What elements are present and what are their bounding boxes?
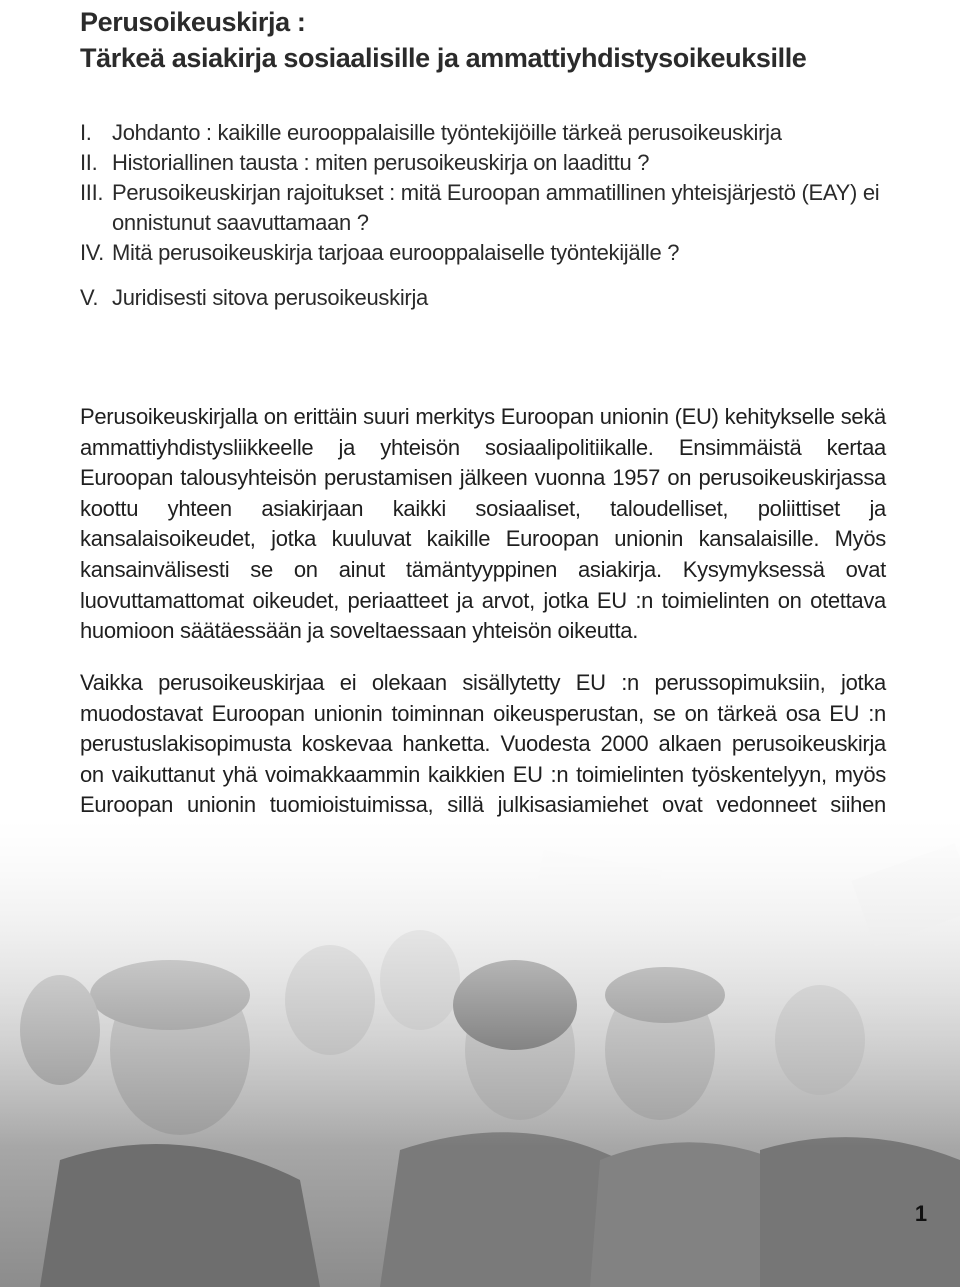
toc-item-text: Juridisesti sitova perusoikeuskirja bbox=[112, 285, 428, 310]
body-paragraph: Perusoikeuskirjalla on erittäin suuri merkitys Euroopan unionin (EU) kehitykselle sekä ammattiyhdistysliikkeelle ja yhteisön sosiaalipolitiikalle. Ensimmäistä kertaa Euroopan talousyhteisön perustamisen jälkeen vuonna 1957 on perusoikeuskirjassa koottu yhteen asiakirjaan kaikki sosiaaliset, taloudelliset, poliittiset ja kansalaisoikeudet, jotka kuuluvat kaikille Euroopan unionin kansalaisille. Myös kansainvälisesti se on ainut tämäntyyppinen asiakirja. Kysymyksessä ovat luovuttamattomat oikeudet, periaatteet ja arvot, jotka EU :n toimielinten on otettava huomioon säätäessään ja soveltaessaan yhteisön oikeutta. bbox=[80, 404, 886, 644]
toc-item bbox=[80, 118, 880, 148]
toc-item bbox=[80, 178, 880, 238]
toc-item-text: Johdanto : kaikille eurooppalaisille työntekijöille tärkeä perusoikeuskirja bbox=[112, 120, 782, 145]
title-line-1: Perusoikeuskirja : bbox=[80, 7, 306, 37]
toc-item-number: II. bbox=[80, 150, 98, 175]
toc-item bbox=[80, 148, 880, 178]
toc-item-text: Perusoikeuskirjan rajoitukset : mitä Euroopan ammatillinen yhteisjärjestö (EAY) ei onnistunut saavuttamaan ? bbox=[112, 180, 880, 235]
toc-item-number: I. bbox=[80, 120, 92, 145]
crowd-photo bbox=[0, 820, 960, 1287]
toc-item-number: III. bbox=[80, 180, 104, 205]
toc-item-number: V. bbox=[80, 285, 99, 310]
toc-item-number: IV. bbox=[80, 240, 104, 265]
page-title bbox=[80, 4, 900, 76]
page-number: 1 bbox=[914, 1201, 928, 1226]
toc-item bbox=[80, 238, 880, 268]
title-line-2: Tärkeä asiakirja sosiaalisille ja ammattiyhdistysoikeuksille bbox=[80, 43, 807, 73]
toc-item bbox=[80, 283, 880, 313]
toc-item-text: Mitä perusoikeuskirja tarjoaa eurooppalaiselle työntekijälle ? bbox=[112, 240, 680, 265]
toc-item-text: Historiallinen tausta : miten perusoikeuskirja on laadittu ? bbox=[112, 150, 650, 175]
table-of-contents bbox=[80, 118, 880, 313]
body-paragraph: Vaikka perusoikeuskirjaa ei olekaan sisällytetty EU :n perussopimuksiin, jotka muodostavat Euroopan unionin toiminnan oikeusperustan, se on tärkeä osa EU :n perustuslakisopimusta koskevaa hanketta. Vuodesta 2000 alkaen perusoikeuskirja on vaikuttanut yhä voimakkaammin kaikkien EU :n toimielinten työskentelyyn, myös Euroopan unionin tuomioistuimissa, sillä julkisasiamiehet ovat vedonneet siihen bbox=[80, 670, 886, 818]
